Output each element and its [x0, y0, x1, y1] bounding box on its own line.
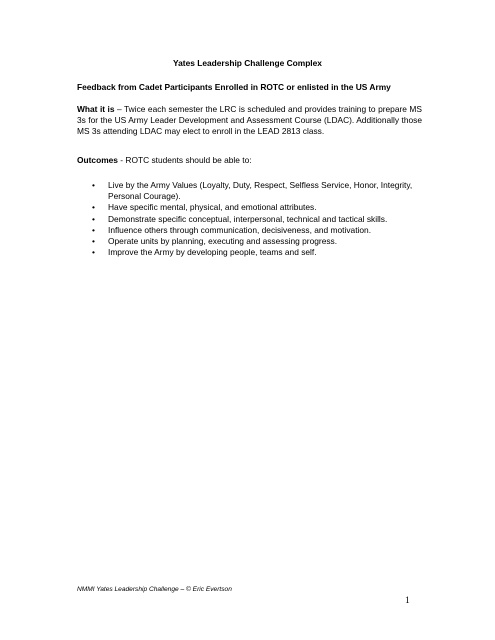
list-item-text: Live by the Army Values (Loyalty, Duty, Respect, Selfless Service, Honor, Integrity, Personal Courage). — [108, 180, 413, 202]
list-item — [92, 180, 427, 202]
what-it-is-label: What it is — [77, 104, 115, 114]
outcomes-label: Outcomes — [77, 155, 118, 165]
list-item — [92, 202, 427, 213]
bullet-icon: • — [92, 180, 95, 190]
what-it-is-paragraph — [77, 104, 422, 138]
list-item-text: Demonstrate specific conceptual, interpersonal, technical and tactical skills. — [108, 213, 388, 224]
page-number: 1 — [405, 596, 410, 606]
list-item — [92, 225, 427, 236]
list-item-text: Have specific mental, physical, and emotional attributes. — [108, 202, 317, 213]
list-item-text: Influence others through communication, decisiveness, and motivation. — [108, 224, 372, 235]
bullet-icon: • — [92, 247, 95, 258]
list-item-text: Operate units by planning, executing and assessing progress. — [108, 236, 338, 247]
list-item — [92, 247, 427, 258]
page-footer: NMMI Yates Leadership Challenge – © Eric Evertson — [77, 586, 232, 593]
bullet-icon: • — [92, 224, 95, 235]
bullet-icon: • — [92, 213, 95, 224]
list-item-text: Improve the Army by developing people, teams and self. — [108, 247, 317, 258]
outcomes-text: - ROTC students should be able to: — [117, 155, 252, 165]
document-title: Yates Leadership Challenge Complex — [173, 58, 322, 68]
bullet-icon: • — [92, 202, 95, 213]
bullet-icon: • — [92, 236, 95, 247]
outcomes-list — [92, 180, 427, 258]
outcomes-paragraph — [77, 155, 252, 166]
what-it-is-text: – Twice each semester the LRC is scheduled and provides training to prepare MS 3s for the US Army Leader Development and Assessment Course (LDAC). Additionally those MS 3s attending LDAC may elect to enroll in the LEAD 2813 class. — [77, 104, 422, 137]
document-subtitle: Feedback from Cadet Participants Enrolled in ROTC or enlisted in the US Army — [77, 82, 391, 92]
list-item — [92, 214, 427, 225]
list-item — [92, 236, 427, 247]
